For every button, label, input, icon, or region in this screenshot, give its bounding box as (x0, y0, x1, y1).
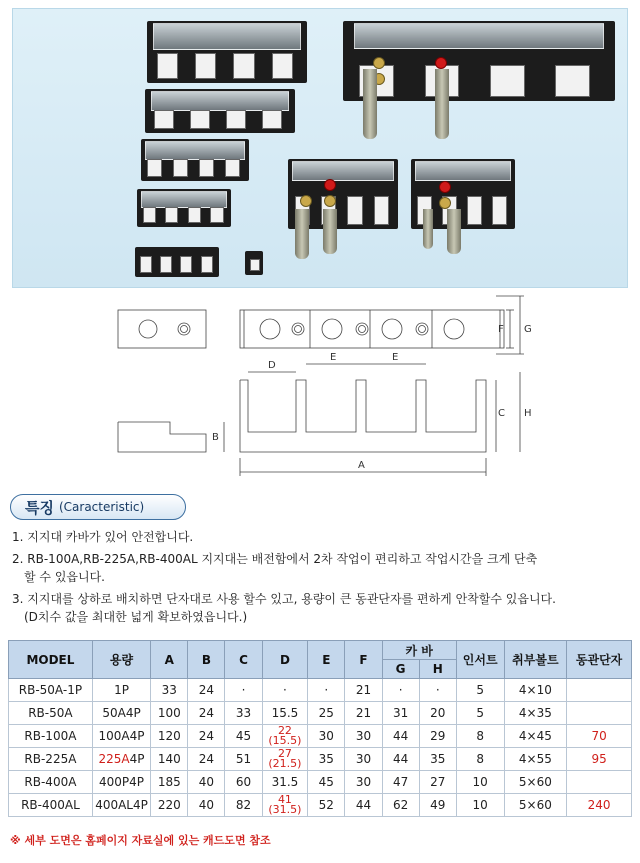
table-row (9, 679, 632, 702)
cell-f: 44 (345, 794, 382, 817)
terminal-block-medium (145, 89, 295, 133)
col-model: MODEL (9, 641, 93, 679)
col-f: F (345, 641, 382, 679)
cell-bolt: 4×45 (504, 725, 567, 748)
cell-g: · (382, 679, 419, 702)
col-e: E (308, 641, 345, 679)
cell-b: 40 (188, 771, 225, 794)
copper-lug-2 (435, 69, 449, 139)
copper-lug-1 (363, 69, 377, 139)
cell-d: 15.5 (262, 702, 308, 725)
features-list (12, 528, 632, 630)
cell-terminal (567, 702, 632, 725)
cell-capacity: 1P (92, 679, 150, 702)
cell-bolt: 4×35 (504, 702, 567, 725)
cell-a: 120 (151, 725, 188, 748)
dim-label-f: F (498, 324, 504, 335)
cell-terminal (567, 771, 632, 794)
feature-item-1: 1. 지지대 카바가 있어 안전합니다. (12, 530, 194, 544)
cell-capacity: 400AL4P (92, 794, 150, 817)
cell-c: 33 (225, 702, 262, 725)
cell-capacity: 400P4P (92, 771, 150, 794)
dim-label-a: A (358, 460, 365, 471)
cell-g: 62 (382, 794, 419, 817)
col-b: B (188, 641, 225, 679)
col-insert: 인서트 (456, 641, 504, 679)
dimension-drawing (100, 292, 540, 482)
cell-capacity: 100A4P (92, 725, 150, 748)
copper-lug-5 (423, 209, 433, 249)
cell-capacity: 50A4P (92, 702, 150, 725)
cell-bolt: 5×60 (504, 771, 567, 794)
spec-table (8, 640, 632, 817)
cell-insert: 8 (456, 725, 504, 748)
copper-lug-3 (295, 209, 309, 259)
copper-lug-6 (447, 209, 461, 254)
cell-terminal: 240 (567, 794, 632, 817)
dim-label-c: C (498, 408, 505, 419)
cell-h: · (419, 679, 456, 702)
cell-b: 24 (188, 725, 225, 748)
table-row (9, 725, 632, 748)
features-heading (10, 494, 186, 520)
cell-bolt: 4×10 (504, 679, 567, 702)
cell-d: 31.5 (262, 771, 308, 794)
cell-e: · (308, 679, 345, 702)
terminal-block-mini (137, 189, 231, 227)
cell-bolt: 5×60 (504, 794, 567, 817)
cell-f: 30 (345, 771, 382, 794)
cell-a: 185 (151, 771, 188, 794)
dim-label-h: H (524, 408, 532, 419)
cell-b: 24 (188, 702, 225, 725)
cell-f: 30 (345, 748, 382, 771)
cell-e: 52 (308, 794, 345, 817)
cell-terminal (567, 679, 632, 702)
cell-a: 140 (151, 748, 188, 771)
col-a: A (151, 641, 188, 679)
dim-label-g: G (524, 324, 532, 335)
cell-capacity: 225A4P (92, 748, 150, 771)
cell-c: 51 (225, 748, 262, 771)
dim-label-e1: E (330, 352, 337, 363)
cell-model: RB-100A (9, 725, 93, 748)
cell-insert: 8 (456, 748, 504, 771)
terminal-block-small (141, 139, 249, 181)
cell-h: 49 (419, 794, 456, 817)
cell-insert: 10 (456, 794, 504, 817)
col-terminal: 동관단자 (567, 641, 632, 679)
cell-model: RB-400AL (9, 794, 93, 817)
col-bolt: 취부볼트 (504, 641, 567, 679)
cell-e: 35 (308, 748, 345, 771)
dim-label-d: D (268, 360, 276, 371)
cell-h: 20 (419, 702, 456, 725)
col-d: D (262, 641, 308, 679)
cell-b: 24 (188, 748, 225, 771)
features-title: 특징 (25, 498, 54, 517)
product-photo (12, 8, 628, 288)
cell-h: 29 (419, 725, 456, 748)
cell-model: RB-50A (9, 702, 93, 725)
col-capacity: 용량 (92, 641, 150, 679)
cell-c: 60 (225, 771, 262, 794)
cell-insert: 10 (456, 771, 504, 794)
cell-e: 45 (308, 771, 345, 794)
feature-item-2: 2. RB-100A,RB-225A,RB-400AL 지지대는 배전함에서 2차 작업이 편리하고 작업시간을 크게 단축 할 수 있읍니다. (12, 552, 538, 584)
cell-b: 24 (188, 679, 225, 702)
cell-model: RB-400A (9, 771, 93, 794)
cell-terminal: 70 (567, 725, 632, 748)
cell-f: 21 (345, 679, 382, 702)
cell-g: 47 (382, 771, 419, 794)
dim-label-b: B (212, 432, 219, 443)
cell-a: 220 (151, 794, 188, 817)
terminal-block-1p (245, 251, 263, 275)
cell-g: 44 (382, 748, 419, 771)
table-row (9, 748, 632, 771)
cell-e: 25 (308, 702, 345, 725)
cell-d: 41 (31.5) (262, 794, 308, 817)
dim-label-e2: E (392, 352, 399, 363)
col-g: G (382, 660, 419, 679)
cell-c: 45 (225, 725, 262, 748)
terminal-block-4p (135, 247, 219, 277)
cell-bolt: 4×55 (504, 748, 567, 771)
cell-d: · (262, 679, 308, 702)
cell-c: · (225, 679, 262, 702)
cell-model: RB-50A-1P (9, 679, 93, 702)
feature-item-3: 3. 지지대를 상하로 배치하면 단자대로 사용 할수 있고, 용량이 큰 동관단자를 편하게 안착할수 있읍니다. (D치수 값을 최대한 넓게 확보하였읍니다.) (12, 592, 556, 624)
cell-h: 35 (419, 748, 456, 771)
cell-a: 100 (151, 702, 188, 725)
cell-d: 27 (21.5) (262, 748, 308, 771)
table-row (9, 702, 632, 725)
terminal-block-large (147, 21, 307, 83)
col-h: H (419, 660, 456, 679)
cell-insert: 5 (456, 702, 504, 725)
copper-lug-4 (323, 209, 337, 254)
col-cover: 카 바 (382, 641, 456, 660)
cell-d: 22 (15.5) (262, 725, 308, 748)
terminal-block-400al (343, 21, 615, 101)
table-row (9, 771, 632, 794)
table-row (9, 794, 632, 817)
col-c: C (225, 641, 262, 679)
cell-a: 33 (151, 679, 188, 702)
cell-b: 40 (188, 794, 225, 817)
footnote: ※ 세부 도면은 홈페이지 자료실에 있는 캐드도면 참조 (10, 834, 271, 847)
cell-g: 31 (382, 702, 419, 725)
cell-c: 82 (225, 794, 262, 817)
cell-insert: 5 (456, 679, 504, 702)
cell-e: 30 (308, 725, 345, 748)
cell-model: RB-225A (9, 748, 93, 771)
features-subtitle: (Caracteristic) (58, 500, 145, 514)
cell-terminal: 95 (567, 748, 632, 771)
cell-f: 30 (345, 725, 382, 748)
cell-f: 21 (345, 702, 382, 725)
cell-h: 27 (419, 771, 456, 794)
cell-g: 44 (382, 725, 419, 748)
